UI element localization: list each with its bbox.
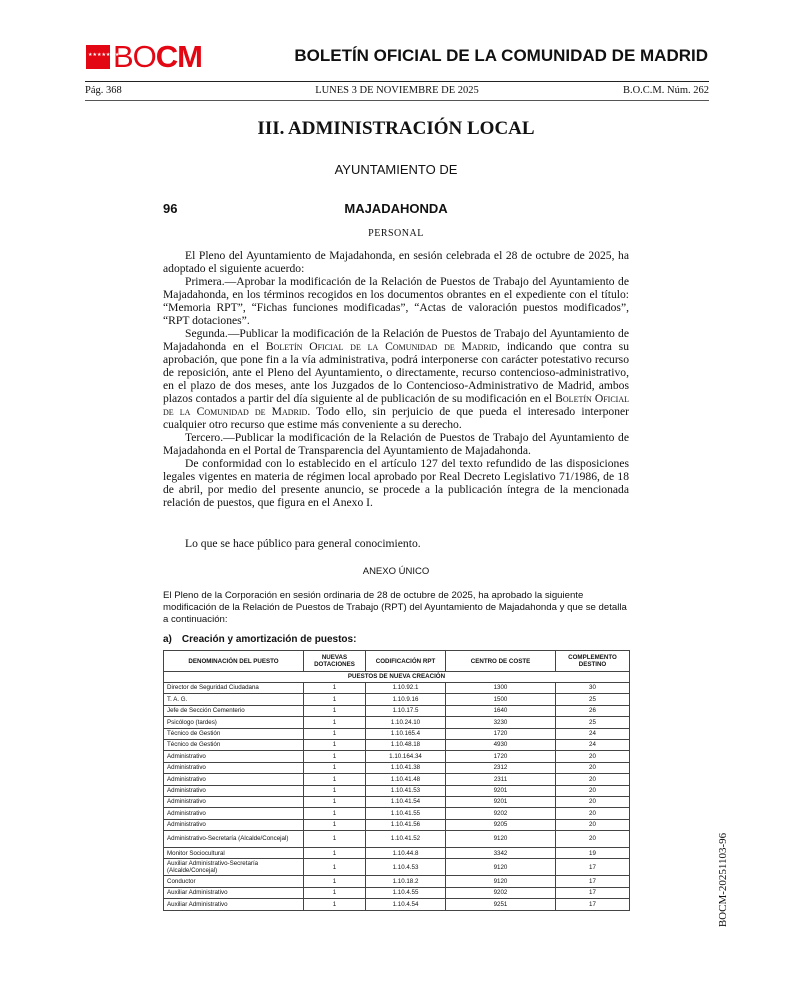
table-cell-name: Monitor Sociocultural bbox=[164, 848, 304, 859]
table-row bbox=[164, 694, 630, 705]
section-title: III. ADMINISTRACIÓN LOCAL bbox=[257, 118, 535, 139]
table-cell-code: 1.10.4.55 bbox=[366, 887, 446, 898]
table-row bbox=[164, 751, 630, 762]
table-row bbox=[164, 887, 630, 898]
table-cell-cd: 30 bbox=[556, 683, 630, 694]
table-cell-cd: 25 bbox=[556, 717, 630, 728]
table-cell-name: Administrativo bbox=[164, 751, 304, 762]
table-row bbox=[164, 728, 630, 739]
table-cell-name: Conductor bbox=[164, 876, 304, 887]
table-cell-dot: 1 bbox=[304, 751, 366, 762]
table-cell-name: Auxiliar Administrativo bbox=[164, 899, 304, 910]
table-cell-dot: 1 bbox=[304, 796, 366, 807]
table-row bbox=[164, 717, 630, 728]
table-row bbox=[164, 683, 630, 694]
table-header-row bbox=[164, 651, 630, 672]
table-row bbox=[164, 899, 630, 910]
table-cell-dot: 1 bbox=[304, 848, 366, 859]
table-cell-dot: 1 bbox=[304, 819, 366, 830]
table-cell-dot: 1 bbox=[304, 887, 366, 898]
table-cell-cc: 1300 bbox=[446, 683, 556, 694]
table-cell-cd: 19 bbox=[556, 848, 630, 859]
table-cell-name: T. A. G. bbox=[164, 694, 304, 705]
table-cell-dot: 1 bbox=[304, 728, 366, 739]
table-cell-cd: 20 bbox=[556, 751, 630, 762]
ayuntamiento-label: AYUNTAMIENTO DE bbox=[334, 162, 458, 177]
table-cell-name: Psicólogo (tardes) bbox=[164, 717, 304, 728]
annex-title: ANEXO ÚNICO bbox=[362, 566, 430, 577]
table-cell-name: Administrativo-Secretaría (Alcalde/Concejal) bbox=[164, 831, 304, 848]
table-cell-name: Jefe de Sección Cementerio bbox=[164, 705, 304, 716]
table-cell-code: 1.10.164.34 bbox=[366, 751, 446, 762]
paragraph-segunda: Segunda.—Publicar la modificación de la Relación de Puestos de Trabajo del Ayuntamiento de Majadahonda en el Boletín Oficial de la Comunidad de Madrid, indicando que contra su aprobación, que pone fin a la vía administrativa, podrá interponerse con carácter potestativo recurso de reposición, ante el Pleno del Ayuntamiento, o directamente, recurso contencioso-administrativo, en el plazo de dos meses, ante los Juzgados de lo Contencioso-Administrativo de Madrid, ambos plazos contados a partir del día siguiente al de publicación de su modificación en el Boletín Oficial de la Comunidad de Madrid. Todo ello, sin perjuicio de que pueda el interesado interponer cualquier otro recurso que estime más conveniente a su derecho. bbox=[163, 327, 630, 431]
table-cell-cd: 20 bbox=[556, 785, 630, 796]
table-cell-name: Director de Seguridad Ciudadana bbox=[164, 683, 304, 694]
table-cell-code: 1.10.41.52 bbox=[366, 831, 446, 848]
table-cell-cc: 9205 bbox=[446, 819, 556, 830]
closing-sentence: Lo que se hace público para general conocimiento. bbox=[185, 537, 421, 550]
table-cell-code: 1.10.24.10 bbox=[366, 717, 446, 728]
table-cell-code: 1.10.41.48 bbox=[366, 774, 446, 785]
table-row bbox=[164, 796, 630, 807]
table-cell-cc: 1720 bbox=[446, 751, 556, 762]
side-reference-code: BOCM-20251103-96 bbox=[717, 832, 729, 928]
table-cell-cd: 17 bbox=[556, 859, 630, 876]
table-cell-cc: 9202 bbox=[446, 887, 556, 898]
group-label: PUESTOS DE NUEVA CREACIÓN bbox=[164, 672, 630, 683]
table-cell-name: Administrativo bbox=[164, 819, 304, 830]
table-cell-cd: 20 bbox=[556, 796, 630, 807]
logo-text: BOCM bbox=[113, 39, 203, 74]
table-cell-cc: 2312 bbox=[446, 762, 556, 773]
header-divider bbox=[85, 81, 709, 82]
table-cell-cc: 9201 bbox=[446, 785, 556, 796]
table-row bbox=[164, 739, 630, 750]
table-cell-code: 1.10.41.38 bbox=[366, 762, 446, 773]
table-cell-name: Auxiliar Administrativo bbox=[164, 887, 304, 898]
table-cell-cd: 24 bbox=[556, 728, 630, 739]
table-cell-dot: 1 bbox=[304, 859, 366, 876]
table-cell-cd: 24 bbox=[556, 739, 630, 750]
table-cell-code: 1.10.9.16 bbox=[366, 694, 446, 705]
table-cell-cc: 1640 bbox=[446, 705, 556, 716]
paragraph-intro: El Pleno del Ayuntamiento de Majadahonda, en sesión celebrada el 28 de octubre de 2025, ha adoptado el siguiente acuerdo: bbox=[163, 249, 629, 275]
table-cell-dot: 1 bbox=[304, 899, 366, 910]
table-row bbox=[164, 774, 630, 785]
rpt-table bbox=[163, 650, 630, 911]
table-cell-name: Administrativo bbox=[164, 785, 304, 796]
table-cell-name: Administrativo bbox=[164, 808, 304, 819]
table-row bbox=[164, 819, 630, 830]
column-header: NUEVAS DOTACIONES bbox=[304, 651, 366, 672]
table-cell-cd: 25 bbox=[556, 694, 630, 705]
table-cell-dot: 1 bbox=[304, 705, 366, 716]
table-cell-dot: 1 bbox=[304, 739, 366, 750]
table-cell-name: Técnico de Gestión bbox=[164, 728, 304, 739]
table-cell-cc: 9202 bbox=[446, 808, 556, 819]
table-cell-code: 1.10.48.18 bbox=[366, 739, 446, 750]
paragraph-tercero: Tercero.—Publicar la modificación de la Relación de Puestos de Trabajo del Ayuntamiento de Majadahonda en el Portal de Transparencia del Ayuntamiento de Majadahonda. bbox=[163, 431, 629, 457]
table-cell-code: 1.10.41.53 bbox=[366, 785, 446, 796]
subsection-heading: a) Creación y amortización de puestos: bbox=[163, 634, 357, 645]
table-cell-cc: 1720 bbox=[446, 728, 556, 739]
column-header: CENTRO DE COSTE bbox=[446, 651, 556, 672]
table-cell-code: 1.10.4.54 bbox=[366, 899, 446, 910]
table-cell-cc: 4930 bbox=[446, 739, 556, 750]
table-cell-code: 1.10.4.53 bbox=[366, 859, 446, 876]
table-row bbox=[164, 785, 630, 796]
table-cell-cc: 3342 bbox=[446, 848, 556, 859]
announcement-number: 96 bbox=[163, 201, 178, 216]
page-number: Pág. 368 bbox=[85, 85, 122, 96]
bulletin-title: BOLETÍN OFICIAL DE LA COMUNIDAD DE MADRID bbox=[294, 46, 708, 65]
table-cell-dot: 1 bbox=[304, 683, 366, 694]
table-cell-dot: 1 bbox=[304, 774, 366, 785]
table-cell-dot: 1 bbox=[304, 831, 366, 848]
table-cell-code: 1.10.41.55 bbox=[366, 808, 446, 819]
table-cell-code: 1.10.41.56 bbox=[366, 819, 446, 830]
table-cell-cd: 17 bbox=[556, 899, 630, 910]
table-cell-cd: 20 bbox=[556, 808, 630, 819]
table-cell-cd: 20 bbox=[556, 819, 630, 830]
annex-intro: El Pleno de la Corporación en sesión ordinaria de 28 de octubre de 2025, ha aprobado la siguiente modificación de la Relación de Puestos de Trabajo (RPT) del Ayuntamiento de Majadahonda y que se detalla a continuación: bbox=[163, 590, 627, 625]
table-cell-dot: 1 bbox=[304, 876, 366, 887]
table-cell-cd: 20 bbox=[556, 774, 630, 785]
table-row bbox=[164, 705, 630, 716]
table-cell-code: 1.10.17.5 bbox=[366, 705, 446, 716]
table-cell-cc: 2311 bbox=[446, 774, 556, 785]
table-cell-cc: 9120 bbox=[446, 876, 556, 887]
table-cell-code: 1.10.165.4 bbox=[366, 728, 446, 739]
table-cell-code: 1.10.92.1 bbox=[366, 683, 446, 694]
table-cell-code: 1.10.41.54 bbox=[366, 796, 446, 807]
announcement-body bbox=[163, 249, 629, 509]
table-row bbox=[164, 848, 630, 859]
table-cell-name: Administrativo bbox=[164, 796, 304, 807]
table-cell-cc: 3230 bbox=[446, 717, 556, 728]
table-cell-cc: 9120 bbox=[446, 859, 556, 876]
paragraph-conformidad: De conformidad con lo establecido en el artículo 127 del texto refundido de las disposiciones legales vigentes en materia de régimen local aprobado por Real Decreto Legislativo 71/1986, de 18 de abril, por medio del presente anuncio, se procede a la publicación íntegra de la mencionada relación de puestos, que figura en el Anexo I. bbox=[163, 457, 629, 509]
bocm-logo bbox=[86, 39, 203, 74]
issue-number: B.O.C.M. Núm. 262 bbox=[622, 85, 709, 96]
table-row bbox=[164, 831, 630, 848]
table-cell-code: 1.10.44.8 bbox=[366, 848, 446, 859]
table-cell-name: Auxiliar Administrativo-Secretaría (Alcalde/Concejal) bbox=[164, 859, 304, 876]
table-cell-cc: 9120 bbox=[446, 831, 556, 848]
table-cell-cd: 17 bbox=[556, 876, 630, 887]
table-cell-dot: 1 bbox=[304, 785, 366, 796]
table-cell-cc: 1500 bbox=[446, 694, 556, 705]
table-cell-cd: 17 bbox=[556, 887, 630, 898]
table-cell-code: 1.10.18.2 bbox=[366, 876, 446, 887]
table-cell-cc: 9251 bbox=[446, 899, 556, 910]
table-cell-name: Técnico de Gestión bbox=[164, 739, 304, 750]
column-header: COMPLEMENTO DESTINO bbox=[556, 651, 630, 672]
madrid-flag-icon: ★★★★★★★ bbox=[86, 45, 110, 69]
table-row bbox=[164, 762, 630, 773]
announcement-category: PERSONAL bbox=[368, 228, 424, 239]
table-cell-dot: 1 bbox=[304, 808, 366, 819]
table-cell-cc: 9201 bbox=[446, 796, 556, 807]
table-cell-name: Administrativo bbox=[164, 774, 304, 785]
column-header: DENOMINACIÓN DEL PUESTO bbox=[164, 651, 304, 672]
table-cell-cd: 20 bbox=[556, 762, 630, 773]
issue-date: LUNES 3 DE NOVIEMBRE DE 2025 bbox=[315, 85, 479, 96]
table-cell-name: Administrativo bbox=[164, 762, 304, 773]
table-row bbox=[164, 808, 630, 819]
page-header-line bbox=[85, 85, 709, 99]
table-row bbox=[164, 876, 630, 887]
table-cell-dot: 1 bbox=[304, 762, 366, 773]
table-group-row bbox=[164, 672, 630, 683]
table-cell-dot: 1 bbox=[304, 717, 366, 728]
municipality-name: MAJADAHONDA bbox=[344, 201, 448, 216]
header-divider-bottom bbox=[85, 100, 709, 101]
table-cell-cd: 20 bbox=[556, 831, 630, 848]
column-header: CODIFICACIÓN RPT bbox=[366, 651, 446, 672]
table-row bbox=[164, 859, 630, 876]
paragraph-primera: Primera.—Aprobar la modificación de la Relación de Puestos de Trabajo del Ayuntamiento de Majadahonda, en los términos recogidos en los documentos obrantes en el expediente con el título: “Memoria RPT”, “Fichas funciones modificadas”, “Actas de valoración puestos modificados”, “RPT dotaciones”. bbox=[163, 275, 629, 327]
table-cell-dot: 1 bbox=[304, 694, 366, 705]
table-cell-cd: 26 bbox=[556, 705, 630, 716]
